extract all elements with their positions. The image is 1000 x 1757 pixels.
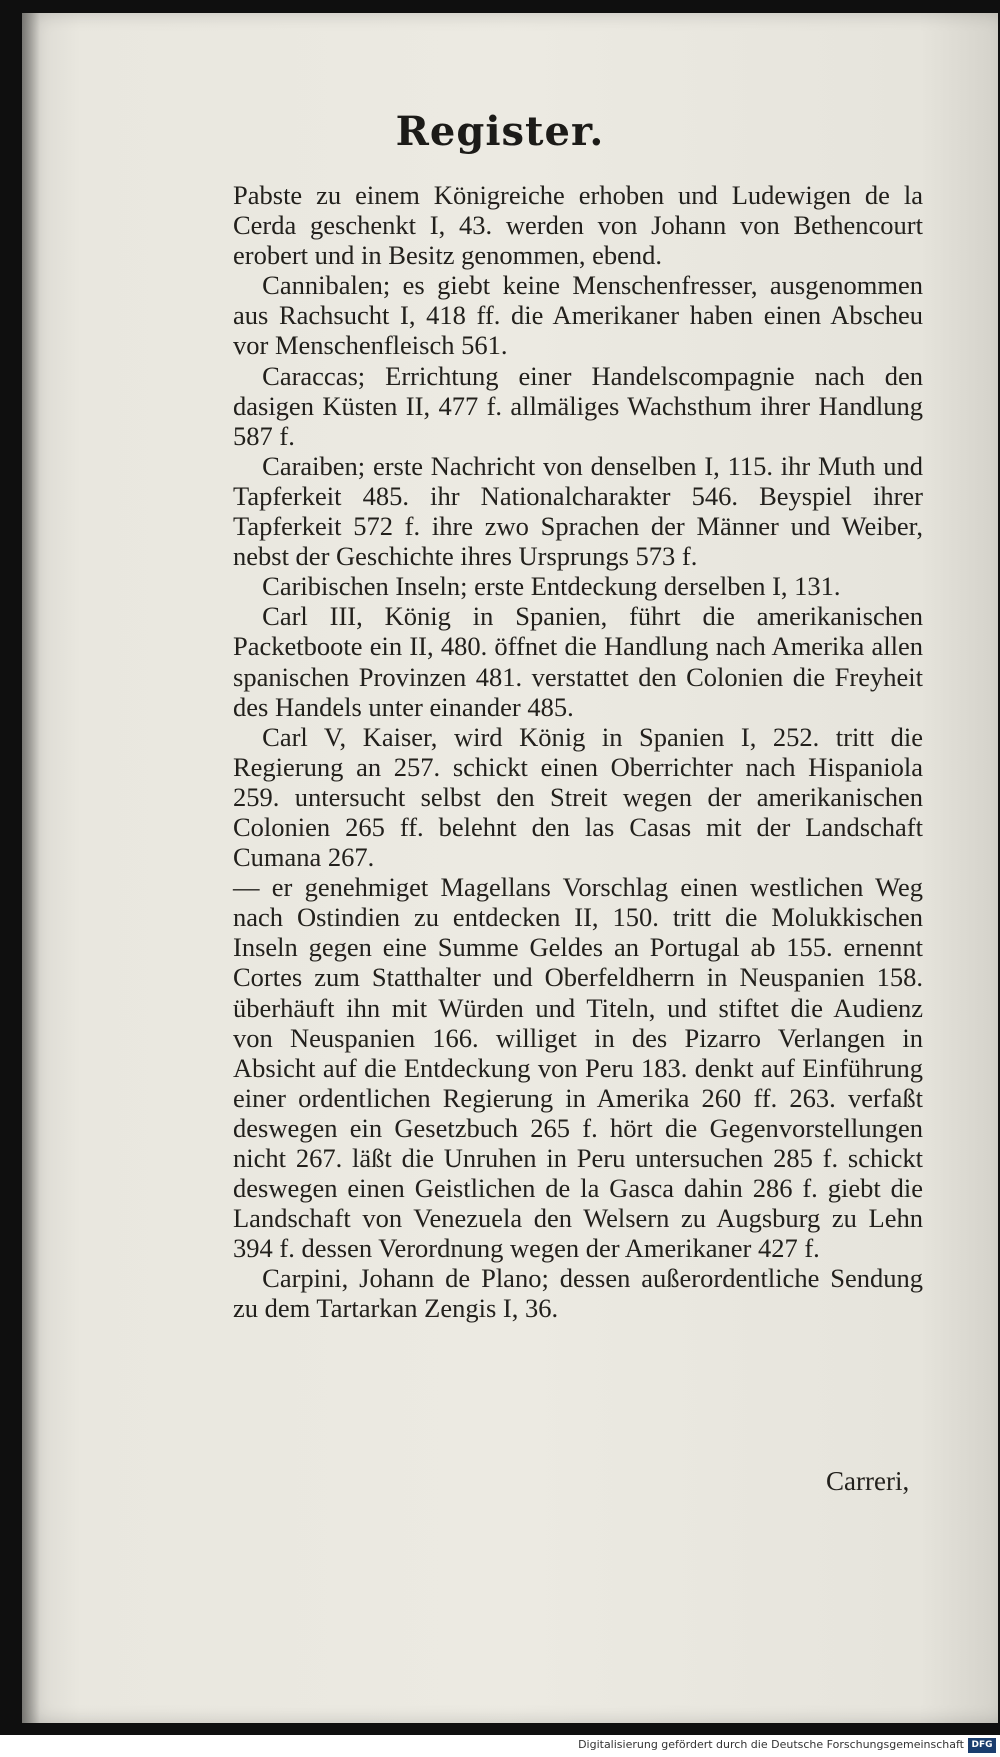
register-entry: — er genehmiget Magellans Vorschlag einen westlichen Weg nach Ostindien zu entdecken II, 150. tritt die Molukkischen Inseln gegen eine Summe Geldes an Portugal ab 155. ernennt Cortes zum Statthalter und Oberfeldherrn in Neuspanien 158. überhäuft ihn mit Würden und Titeln, und stiftet die Audienz von Neuspanien 166. williget in des Pizarro Verlangen in Absicht auf die Entdeckung von Peru 183. denkt auf Einführung einer ordentlichen Regierung in Amerika 260 ff. 263. verfaßt deswegen ein Gesetzbuch 265 f. hört die Gegenvorstellungen nicht 267. läßt die Unruhen in Peru untersuchen 285 f. schickt deswegen einen Geistlichen de la Gasca dahin 286 f. giebt die Landschaft von Venezuela den Welsern zu Augsburg zu Lehn 394 f. dessen Verordnung wegen der Amerikaner 427 f.: [233, 872, 923, 1264]
page-heading: Register.: [395, 108, 605, 155]
register-entry: Cannibalen; es giebt keine Menschenfresser, ausgenommen aus Rachsucht I, 418 ff. die Amerikaner haben einen Abscheu vor Menschenfleisch 561.: [233, 270, 923, 361]
register-text: [233, 180, 923, 1324]
register-entry: Carl V, Kaiser, wird König in Spanien I, 252. tritt die Regierung an 257. schickt einen Oberrichter nach Hispaniola 259. untersucht selbst den Streit wegen der amerikanischen Colonien 265 ff. belehnt den las Casas mit der Landschaft Cumana 267.: [233, 721, 923, 873]
footer-bar: [0, 1735, 1000, 1757]
register-entry: Pabste zu einem Königreiche erhoben und Ludewigen de la Cerda geschenkt I, 43. werden von Johann von Bethencourt erobert und in Besitz genommen, ebend.: [233, 180, 923, 271]
register-entry: Carpini, Johann de Plano; dessen außerordentliche Sendung zu dem Tartarkan Zengis I, 36.: [233, 1263, 923, 1324]
catchword: Carreri,: [826, 1466, 910, 1496]
register-entry: Caraccas; Errichtung einer Handelscompagnie nach den dasigen Küsten II, 477 f. allmäliges Wachsthum ihrer Handlung 587 f.: [233, 360, 923, 451]
gutter-shadow: [22, 13, 40, 1723]
register-entry: Carl III, König in Spanien, führt die amerikanischen Packetboote ein II, 480. öffnet die Handlung nach Amerika allen spanischen Provinzen 481. verstattet den Colonien die Freyheit des Handels unter einander 485.: [233, 601, 923, 722]
register-entry: Caraiben; erste Nachricht von denselben I, 115. ihr Muth und Tapferkeit 485. ihr Nationalcharakter 546. Beyspiel ihrer Tapferkeit 572 f. ihre zwo Sprachen der Männer und Weiber, nebst der Geschichte ihres Ursprungs 573 f.: [233, 450, 923, 572]
register-entry: Caribischen Inseln; erste Entdeckung derselben I, 131.: [262, 571, 841, 602]
footer-credit: Digitalisierung gefördert durch die Deutsche Forschungsgemeinschaft: [578, 1738, 964, 1751]
dfg-logo-icon: DFG: [968, 1738, 996, 1753]
